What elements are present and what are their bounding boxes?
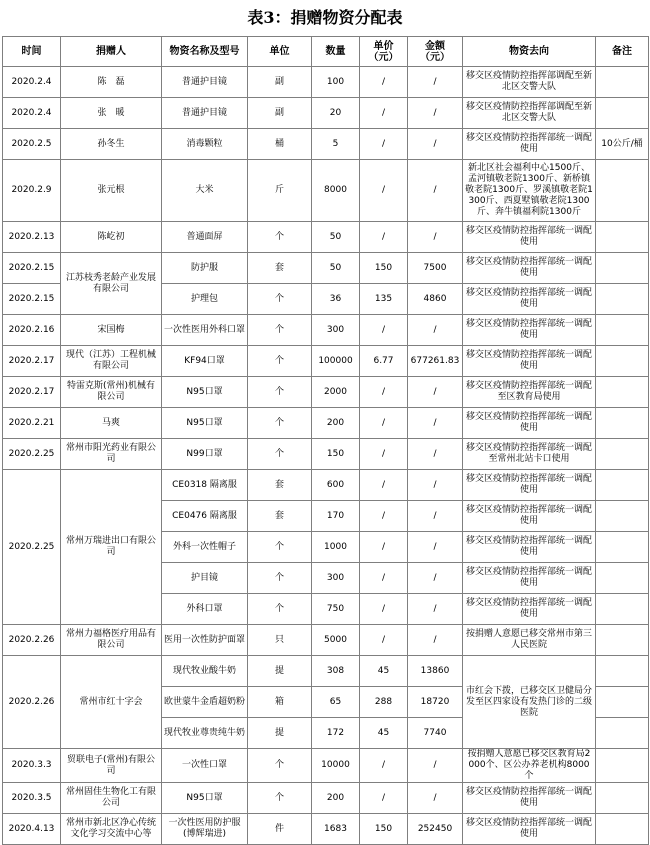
cell-note (596, 160, 649, 222)
cell-item: 外科口罩 (162, 594, 248, 625)
cell-date: 2020.2.26 (3, 625, 61, 656)
cell-item: 普通护目镜 (162, 98, 248, 129)
cell-amount: / (408, 98, 463, 129)
cell-unit: 件 (248, 814, 312, 845)
cell-qty: 200 (312, 408, 360, 439)
cell-qty: 50 (312, 222, 360, 253)
cell-amount: 18720 (408, 687, 463, 718)
cell-amount: / (408, 377, 463, 408)
cell-dest: 移交区疫情防控指挥部调配至新北区交警大队 (463, 67, 596, 98)
cell-donor: 张元根 (61, 160, 162, 222)
cell-qty: 1683 (312, 814, 360, 845)
cell-amount: 13860 (408, 656, 463, 687)
cell-amount: 7500 (408, 253, 463, 284)
cell-date: 2020.2.4 (3, 98, 61, 129)
cell-donor: 现代（江苏）工程机械有限公司 (61, 346, 162, 377)
cell-unit: 提 (248, 656, 312, 687)
header-price: 单价 （元） (360, 37, 408, 67)
table-row (3, 253, 649, 284)
cell-qty: 10000 (312, 749, 360, 783)
cell-dest: 移交区疫情防控指挥部统一调配至常州北站卡口使用 (463, 439, 596, 470)
cell-item: 护目镜 (162, 563, 248, 594)
cell-item: 现代牧业酸牛奶 (162, 656, 248, 687)
cell-unit: 个 (248, 284, 312, 315)
cell-note (596, 98, 649, 129)
cell-date: 2020.2.4 (3, 67, 61, 98)
table-row (3, 814, 649, 845)
table-row (3, 346, 649, 377)
cell-price: / (360, 222, 408, 253)
cell-item: N95口罩 (162, 408, 248, 439)
table-row (3, 67, 649, 98)
cell-item: 外科一次性帽子 (162, 532, 248, 563)
cell-price: / (360, 98, 408, 129)
cell-dest: 移交区疫情防控指挥部统一调配使用 (463, 346, 596, 377)
table-row (3, 160, 649, 222)
cell-price: / (360, 749, 408, 783)
cell-donor: 常州力福格医疗用品有限公司 (61, 625, 162, 656)
cell-price: 150 (360, 253, 408, 284)
cell-amount: / (408, 563, 463, 594)
cell-dest: 移交区疫情防控指挥部统一调配使用 (463, 129, 596, 160)
cell-dest: 按捐赠人意愿已移交常州市第三人民医院 (463, 625, 596, 656)
cell-donor: 贸联电子(常州)有限公司 (61, 749, 162, 783)
cell-unit: 套 (248, 253, 312, 284)
table-row (3, 625, 649, 656)
cell-note (596, 501, 649, 532)
cell-qty: 5 (312, 129, 360, 160)
cell-note (596, 656, 649, 687)
table-row (3, 470, 649, 501)
cell-date: 2020.2.25 (3, 470, 61, 625)
cell-amount: / (408, 222, 463, 253)
table-row (3, 129, 649, 160)
cell-unit: 套 (248, 470, 312, 501)
cell-dest: 移交区疫情防控指挥部统一调配使用 (463, 284, 596, 315)
header-item: 物资名称及型号 (162, 37, 248, 67)
cell-qty: 65 (312, 687, 360, 718)
cell-dest: 移交区疫情防控指挥部统一调配使用 (463, 253, 596, 284)
cell-item: 一次性医用防护服(博辉瑞进) (162, 814, 248, 845)
cell-date: 2020.2.9 (3, 160, 61, 222)
cell-qty: 600 (312, 470, 360, 501)
cell-unit: 个 (248, 439, 312, 470)
cell-unit: 桶 (248, 129, 312, 160)
cell-item: CE0318 隔离服 (162, 470, 248, 501)
cell-qty: 170 (312, 501, 360, 532)
table-row (3, 749, 649, 783)
cell-dest: 移交区疫情防控指挥部调配至新北区交警大队 (463, 98, 596, 129)
cell-item: CE0476 隔离服 (162, 501, 248, 532)
cell-qty: 36 (312, 284, 360, 315)
cell-note (596, 377, 649, 408)
cell-note (596, 814, 649, 845)
cell-date: 2020.2.26 (3, 656, 61, 749)
cell-price: 150 (360, 814, 408, 845)
cell-price: / (360, 563, 408, 594)
cell-price: / (360, 439, 408, 470)
cell-price: 135 (360, 284, 408, 315)
cell-item: 医用一次性防护面罩 (162, 625, 248, 656)
cell-qty: 8000 (312, 160, 360, 222)
cell-note (596, 346, 649, 377)
cell-note: 10公斤/桶 (596, 129, 649, 160)
cell-donor: 孙冬生 (61, 129, 162, 160)
cell-amount: / (408, 129, 463, 160)
cell-dest: 移交区疫情防控指挥部统一调配使用 (463, 408, 596, 439)
cell-date: 2020.2.15 (3, 284, 61, 315)
cell-item: 普通面屏 (162, 222, 248, 253)
cell-price: / (360, 129, 408, 160)
cell-donor: 常州万瑞进出口有限公司 (61, 470, 162, 625)
cell-qty: 300 (312, 563, 360, 594)
cell-amount: / (408, 783, 463, 814)
cell-dest: 移交区疫情防控指挥部统一调配使用 (463, 501, 596, 532)
cell-qty: 100000 (312, 346, 360, 377)
cell-note (596, 408, 649, 439)
cell-dest: 移交区疫情防控指挥部统一调配使用 (463, 222, 596, 253)
cell-amount: / (408, 439, 463, 470)
cell-date: 2020.2.25 (3, 439, 61, 470)
cell-price: / (360, 377, 408, 408)
cell-qty: 308 (312, 656, 360, 687)
cell-note (596, 625, 649, 656)
cell-unit: 只 (248, 625, 312, 656)
cell-item: 护理包 (162, 284, 248, 315)
cell-amount: 677261.83 (408, 346, 463, 377)
cell-donor: 陈屹初 (61, 222, 162, 253)
table-row (3, 377, 649, 408)
table-row (3, 408, 649, 439)
cell-donor: 张 暖 (61, 98, 162, 129)
cell-note (596, 67, 649, 98)
cell-date: 2020.2.16 (3, 315, 61, 346)
table-row (3, 98, 649, 129)
cell-dest: 移交区疫情防控指挥部统一调配使用 (463, 594, 596, 625)
cell-qty: 50 (312, 253, 360, 284)
cell-unit: 个 (248, 594, 312, 625)
cell-qty: 172 (312, 718, 360, 749)
cell-item: 一次性医用外科口罩 (162, 315, 248, 346)
cell-note (596, 222, 649, 253)
cell-dest: 按捐赠人意愿已移交区教育局2000个、区公办养老机构8000个 (463, 749, 596, 783)
table-row (3, 222, 649, 253)
cell-item: 防护服 (162, 253, 248, 284)
cell-date: 2020.4.13 (3, 814, 61, 845)
header-unit: 单位 (248, 37, 312, 67)
cell-price: / (360, 67, 408, 98)
cell-amount: 252450 (408, 814, 463, 845)
cell-unit: 套 (248, 501, 312, 532)
cell-dest: 移交区疫情防控指挥部统一调配使用 (463, 315, 596, 346)
cell-unit: 个 (248, 346, 312, 377)
cell-amount: / (408, 408, 463, 439)
cell-note (596, 749, 649, 783)
cell-amount: / (408, 532, 463, 563)
header-amount: 金额 （元） (408, 37, 463, 67)
cell-unit: 个 (248, 783, 312, 814)
cell-qty: 20 (312, 98, 360, 129)
cell-donor: 陈 磊 (61, 67, 162, 98)
table-row (3, 315, 649, 346)
header-date: 时间 (3, 37, 61, 67)
cell-dest: 移交区疫情防控指挥部统一调配使用 (463, 814, 596, 845)
cell-date: 2020.2.17 (3, 377, 61, 408)
cell-price: / (360, 470, 408, 501)
cell-date: 2020.2.15 (3, 253, 61, 284)
cell-price: / (360, 315, 408, 346)
cell-amount: / (408, 501, 463, 532)
cell-note (596, 315, 649, 346)
cell-amount: / (408, 594, 463, 625)
cell-dest: 市红会下拨，已移交区卫健局分发至区四家设有发热门诊的二级医院 (463, 656, 596, 749)
cell-amount: / (408, 470, 463, 501)
cell-note (596, 563, 649, 594)
cell-note (596, 687, 649, 718)
cell-unit: 个 (248, 377, 312, 408)
cell-unit: 斤 (248, 160, 312, 222)
cell-price: 6.77 (360, 346, 408, 377)
cell-dest: 移交区疫情防控指挥部统一调配使用 (463, 563, 596, 594)
cell-price: 288 (360, 687, 408, 718)
cell-unit: 个 (248, 532, 312, 563)
cell-note (596, 783, 649, 814)
cell-date: 2020.3.3 (3, 749, 61, 783)
cell-note (596, 439, 649, 470)
cell-item: N99口罩 (162, 439, 248, 470)
cell-amount: / (408, 625, 463, 656)
cell-qty: 200 (312, 783, 360, 814)
cell-price: 45 (360, 656, 408, 687)
cell-note (596, 594, 649, 625)
header-donor: 捐赠人 (61, 37, 162, 67)
cell-donor: 常州市阳光药业有限公司 (61, 439, 162, 470)
cell-item: N95口罩 (162, 377, 248, 408)
cell-donor: 特雷克斯(常州)机械有限公司 (61, 377, 162, 408)
cell-unit: 个 (248, 222, 312, 253)
cell-unit: 个 (248, 408, 312, 439)
cell-note (596, 253, 649, 284)
cell-qty: 150 (312, 439, 360, 470)
cell-donor: 江苏枝秀老龄产业发展有限公司 (61, 253, 162, 315)
cell-item: 大米 (162, 160, 248, 222)
cell-unit: 副 (248, 98, 312, 129)
cell-date: 2020.3.5 (3, 783, 61, 814)
cell-qty: 1000 (312, 532, 360, 563)
cell-price: / (360, 594, 408, 625)
cell-unit: 个 (248, 749, 312, 783)
donation-table (2, 36, 649, 845)
cell-unit: 副 (248, 67, 312, 98)
cell-date: 2020.2.21 (3, 408, 61, 439)
cell-price: 45 (360, 718, 408, 749)
cell-unit: 个 (248, 315, 312, 346)
cell-unit: 提 (248, 718, 312, 749)
cell-note (596, 470, 649, 501)
cell-note (596, 284, 649, 315)
cell-item: N95口罩 (162, 783, 248, 814)
cell-donor: 宋国梅 (61, 315, 162, 346)
cell-amount: / (408, 749, 463, 783)
cell-qty: 750 (312, 594, 360, 625)
cell-date: 2020.2.17 (3, 346, 61, 377)
cell-amount: 4860 (408, 284, 463, 315)
cell-dest: 移交区疫情防控指挥部统一调配使用 (463, 470, 596, 501)
table-row (3, 439, 649, 470)
cell-dest: 移交区疫情防控指挥部统一调配使用 (463, 532, 596, 563)
cell-amount: / (408, 67, 463, 98)
cell-price: / (360, 160, 408, 222)
cell-donor: 马爽 (61, 408, 162, 439)
cell-donor: 常州固佳生物化工有限公司 (61, 783, 162, 814)
cell-donor: 常州市新北区净心传统文化学习交流中心等 (61, 814, 162, 845)
cell-price: / (360, 501, 408, 532)
table-row (3, 656, 649, 687)
cell-note (596, 718, 649, 749)
cell-price: / (360, 532, 408, 563)
cell-dest: 新北区社会福利中心1500斤、孟河镇敬老院1300斤、新桥镇敬老院1300斤、罗溪镇敬老院1300斤、西夏墅镇敬老院1300斤、奔牛镇福利院1300斤 (463, 160, 596, 222)
cell-item: KF94口罩 (162, 346, 248, 377)
cell-item: 一次性口罩 (162, 749, 248, 783)
cell-unit: 箱 (248, 687, 312, 718)
cell-unit: 个 (248, 563, 312, 594)
cell-item: 普通护目镜 (162, 67, 248, 98)
cell-item: 现代牧业尊贵纯牛奶 (162, 718, 248, 749)
header-row (3, 37, 649, 67)
cell-amount: / (408, 160, 463, 222)
cell-date: 2020.2.5 (3, 129, 61, 160)
table-title: 表3：捐赠物资分配表 (247, 8, 403, 27)
cell-dest: 移交区疫情防控指挥部统一调配使用 (463, 783, 596, 814)
cell-note (596, 532, 649, 563)
cell-item: 消毒颗粒 (162, 129, 248, 160)
cell-price: / (360, 783, 408, 814)
header-note: 备注 (596, 37, 649, 67)
header-dest: 物资去向 (463, 37, 596, 67)
cell-qty: 300 (312, 315, 360, 346)
table-row (3, 783, 649, 814)
cell-dest: 移交区疫情防控指挥部统一调配至区教育局使用 (463, 377, 596, 408)
cell-amount: 7740 (408, 718, 463, 749)
cell-date: 2020.2.13 (3, 222, 61, 253)
cell-qty: 2000 (312, 377, 360, 408)
cell-item: 欧世蒙牛金盾超奶粉 (162, 687, 248, 718)
cell-qty: 5000 (312, 625, 360, 656)
cell-price: / (360, 625, 408, 656)
cell-amount: / (408, 315, 463, 346)
cell-donor: 常州市红十字会 (61, 656, 162, 749)
cell-price: / (360, 408, 408, 439)
header-qty: 数量 (312, 37, 360, 67)
cell-qty: 100 (312, 67, 360, 98)
